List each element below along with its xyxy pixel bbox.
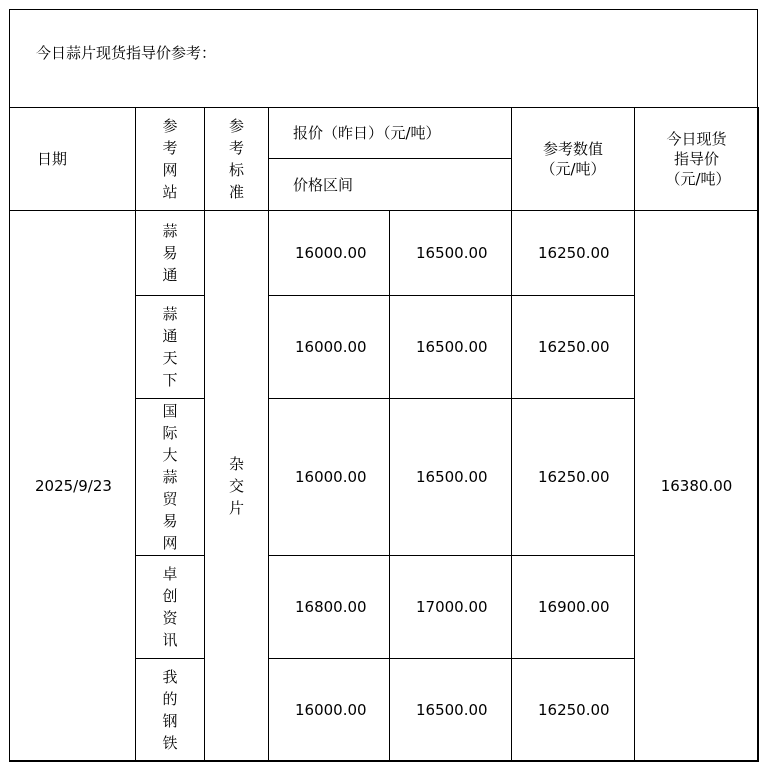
low-price-cell: 16000.00: [269, 296, 390, 399]
header-range: 价格区间: [269, 159, 512, 211]
page-title: 今日蒜片现货指导价参考：: [36, 44, 217, 62]
table-row: [10, 211, 759, 296]
site-cell: 我的钢铁: [136, 659, 205, 762]
date-cell: 2025/9/23: [10, 211, 136, 762]
header-ref-value: 参考数值（元/吨）: [512, 108, 635, 211]
low-price-cell: 16800.00: [269, 556, 390, 659]
high-price-cell: 16500.00: [390, 399, 512, 556]
ref-value-cell: 16900.00: [512, 556, 635, 659]
high-price-cell: 16500.00: [390, 659, 512, 762]
header-guide-price: 今日现货指导价（元/吨）: [635, 108, 759, 211]
header-date: 日期: [10, 108, 136, 211]
low-price-cell: 16000.00: [269, 211, 390, 296]
low-price-cell: 16000.00: [269, 399, 390, 556]
header-quote: 报价（昨日）（元/吨）: [269, 108, 512, 159]
header-standard: 参考标准: [205, 108, 269, 211]
standard-cell: 杂交片: [205, 211, 269, 762]
site-cell: 卓创资讯: [136, 556, 205, 659]
high-price-cell: 17000.00: [390, 556, 512, 659]
ref-value-cell: 16250.00: [512, 211, 635, 296]
site-cell: 蒜通天下: [136, 296, 205, 399]
guide-price-cell: 16380.00: [635, 211, 759, 762]
low-price-cell: 16000.00: [269, 659, 390, 762]
high-price-cell: 16500.00: [390, 296, 512, 399]
ref-value-cell: 16250.00: [512, 659, 635, 762]
ref-value-cell: 16250.00: [512, 296, 635, 399]
ref-value-cell: 16250.00: [512, 399, 635, 556]
high-price-cell: 16500.00: [390, 211, 512, 296]
site-cell: 蒜易通: [136, 211, 205, 296]
site-cell: 国际大蒜贸易网: [136, 399, 205, 556]
price-table: [9, 107, 759, 762]
header-site: 参考网站: [136, 108, 205, 211]
